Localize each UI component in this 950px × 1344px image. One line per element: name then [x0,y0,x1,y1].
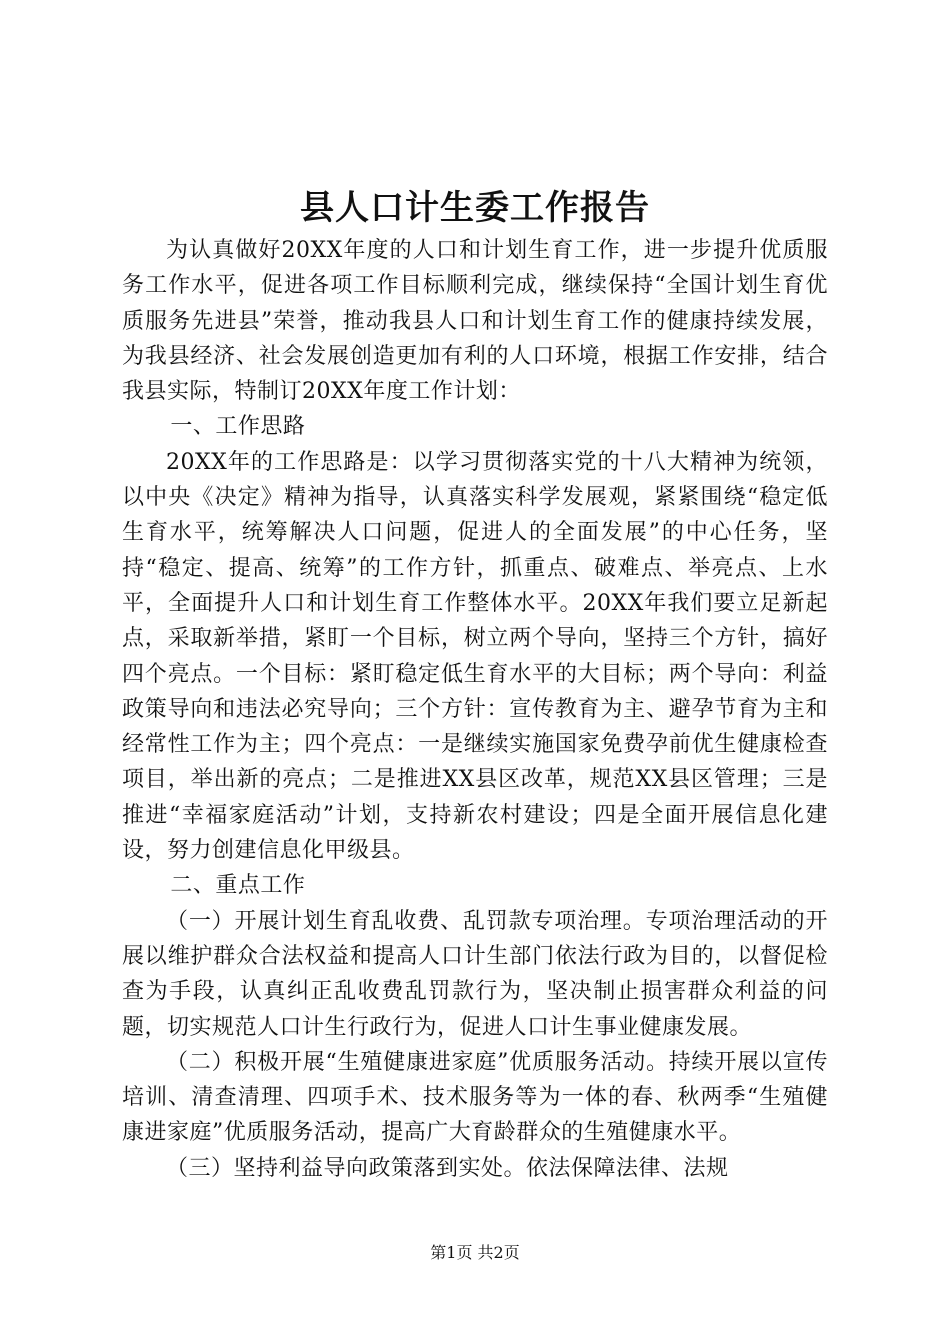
paragraph-key-work-2: （二）积极开展“生殖健康进家庭”优质服务活动。持续开展以宣传培训、清查清理、四项手术、技术服务等为一体的春、秋两季“生殖健康进家庭”优质服务活动，提高广大育龄群众的生殖健康水平。 [122,1049,828,1146]
paragraph-key-work-1: （一）开展计划生育乱收费、乱罚款专项治理。专项治理活动的开展以维护群众合法权益和提高人口计生部门依法行政为目的，以督促检查为手段，认真纠正乱收费乱罚款行为，坚决制止损害群众利益的问题，切实规范人口计生行政行为，促进人口计生事业健康发展。 [122,908,828,1040]
section-heading-work-ideas: 一、工作思路 [170,414,306,440]
paragraph-key-work-3: （三）坚持利益导向政策落到实处。依法保障法律、法规 [166,1155,729,1181]
section-heading-key-work: 二、重点工作 [170,873,306,899]
page-footer: 第1页 共2页 [430,1243,520,1262]
document-title: 县人口计生委工作报告 [300,188,650,228]
document-body [122,233,828,1186]
paragraph-work-ideas: 20XX年的工作思路是：以学习贯彻落实党的十八大精神为统领，以中央《决定》精神为指导，认真落实科学发展观，紧紧围绕“稳定低生育水平，统筹解决人口问题，促进人的全面发展”的中心任务，坚持“稳定、提高、统筹”的工作方针，抓重点、破难点、举亮点、上水平，全面提升人口和计划生育工作整体水平。20XX年我们要立足新起点，采取新举措，紧盯一个目标，树立两个导向，坚持三个方针，搞好四个亮点。一个目标：紧盯稳定低生育水平的大目标；两个导向：利益政策导向和违法必究导向；三个方针：宣传教育为主、避孕节育为主和经常性工作为主；四个亮点：一是继续实施国家免费孕前优生健康检查项目，举出新的亮点；二是推进XX县区改革，规范XX县区管理；三是推进“幸福家庭活动”计划，支持新农村建设；四是全面开展信息化建设，努力创建信息化甲级县。 [122,449,828,864]
paragraph-intro: 为认真做好20XX年度的人口和计划生育工作，进一步提升优质服务工作水平，促进各项工作目标顺利完成，继续保持“全国计划生育优质服务先进县”荣誉，推动我县人口和计划生育工作的健康持续发展，为我县经济、社会发展创造更加有利的人口环境，根据工作安排，结合我县实际，特制订20XX年度工作计划： [122,238,828,405]
